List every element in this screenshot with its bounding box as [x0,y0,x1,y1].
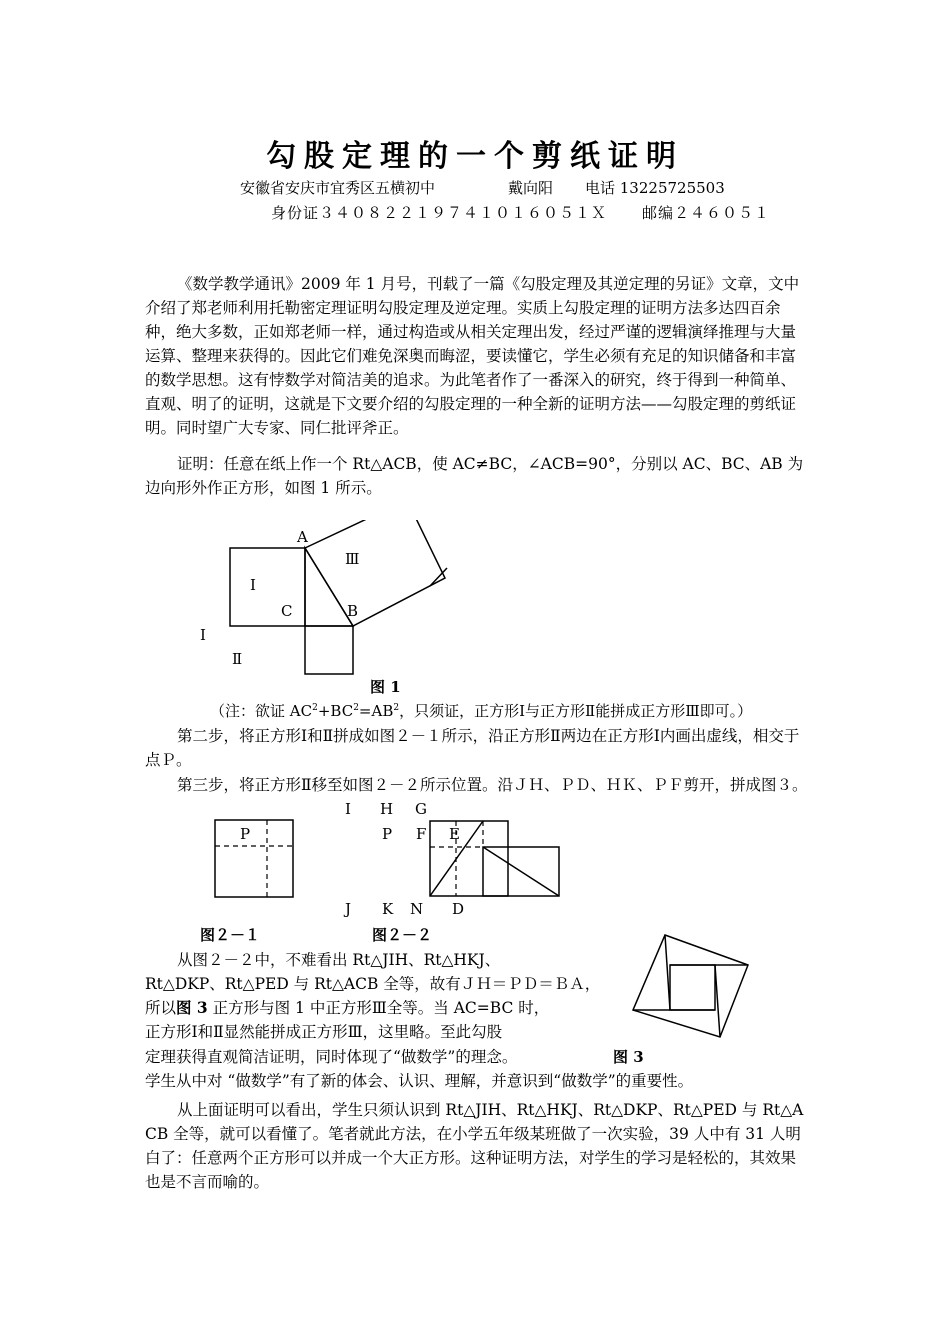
step-3-paragraph: 第三步，将正方形Ⅱ移至如图２－２所示位置。沿ＪＨ、ＰＤ、ＨＫ、ＰＦ剪开，拼成图３。 [177,776,808,794]
figure-3-caption: 图 3 [613,1048,644,1066]
label-K: K [382,900,394,918]
figure-2-2-caption: 图２－２ [372,926,433,944]
label-P: P [382,825,393,843]
label-E: E [449,825,460,843]
intro-paragraph: 《数学教学通讯》2009 年 1 月号，刊载了一篇《勾股定理及其逆定理的另证》文章，文中介绍了郑老师利用托勒密定理证明勾股定理及逆定理。实质上勾股定理的证明方法多达四百余种，绝大多数，正如郑老师一样，通过构造或从相关定理出发，经过严谨的逻辑演绎推理与大量运算、整理来获得的。因此它们难免深奥而晦涩，要读懂它，学生必须有充足的知识储备和丰富的数学思想。这有悖数学对简洁美的追求。为此笔者作了一番深入的研究，终于得到一种简单、直观、明了的证明，这就是下文要介绍的勾股定理的一种全新的证明方法——勾股定理的剪纸证明。同时望广大专家、同仁批评斧正。 [145,275,800,437]
label-N: N [410,900,424,918]
figure-1 [195,520,460,680]
p4-line-2: Rt△DKP、Rt△PED 与 Rt△ACB 全等，故有ＪＨ＝ＰＤ＝ＢＡ， [145,975,601,993]
p4-line-6: 学生从中对 “做数学”有了新的体会、认识、理解，并意识到“做数学”的重要性。 [145,1072,694,1090]
square-i [230,548,305,626]
label-P: P [240,825,251,843]
label-H: H [380,800,394,818]
label-J: J [345,900,352,918]
label-square-iii: Ⅲ [345,550,360,568]
label-G: G [415,800,427,818]
figure-2-2 [335,795,570,920]
p4-line-5: 定理获得直观简洁证明，同时体现了“做数学”的理念。 [145,1048,518,1066]
author-school: 安徽省安庆市宜秀区五横初中 [240,179,436,197]
p4-line-3: 所以图 3 正方形与图 1 中正方形Ⅲ全等。当 AC=BC 时， [145,998,550,1017]
id-card: 身份证３４０８２２１９７４１０１６０５１Ｘ [271,204,608,222]
label-I: I [345,800,351,818]
conclusion-paragraph: 从上面证明可以看出，学生只须认识到 Rt△JIH、Rt△HKJ、Rt△DKP、Rt△PED 与 Rt△ACB 全等，就可以看懂了。笔者就此方法，在小学五年级某班做了一次实验，39 人中有 31 人明白了：任意两个正方形可以并成一个大正方形。这种证明方法，对学生的学习是轻松的，其效果也是不言而喻的。 [145,1101,804,1191]
p4-line-1: 从图２－２中，不难看出 Rt△JIH、Rt△HKJ、 [177,951,501,969]
label-D: D [452,900,465,918]
figure-1-caption: 图 1 [370,678,401,696]
author-phone: 电话 13225725503 [585,179,725,197]
proof-start-paragraph: 证明：任意在纸上作一个 Rt△ACB，使 AC≠BC，∠ACB=90°，分别以 AC、BC、AB 为边向形外作正方形，如图 1 所示。 [145,455,804,497]
page-title: 勾股定理的一个剪纸证明 [266,139,684,174]
label-square-i-outer: Ⅰ [200,626,206,644]
note-text: （注：欲证 $AC^2+BC^2=AB^2$，只须证，正方形Ⅰ与正方形Ⅱ能拼成正方形Ⅲ即可。） [210,702,753,720]
postcode: 邮编２４６０５１ [642,204,771,222]
p4-line-4: 正方形Ⅰ和Ⅱ显然能拼成正方形Ⅲ，这里略。至此勾股 [145,1023,503,1041]
label-A: A [297,528,308,546]
author-name: 戴向阳 [508,179,554,197]
step-2-paragraph: 第二步，将正方形Ⅰ和Ⅱ拼成如图２－１所示，沿正方形Ⅱ两边在正方形Ⅰ内画出虚线，相交于点Ｐ。 [145,727,800,769]
label-square-ii: Ⅱ [232,650,243,668]
label-B: B [347,602,359,620]
label-F: F [416,825,427,843]
figure-2-1-caption: 图２－１ [200,926,261,944]
square-iii [305,520,445,626]
square-ii [305,626,353,674]
label-C: C [281,602,293,620]
figure-2-1 [210,815,300,900]
figure-3 [625,930,775,1045]
label-square-i: Ⅰ [250,576,256,594]
